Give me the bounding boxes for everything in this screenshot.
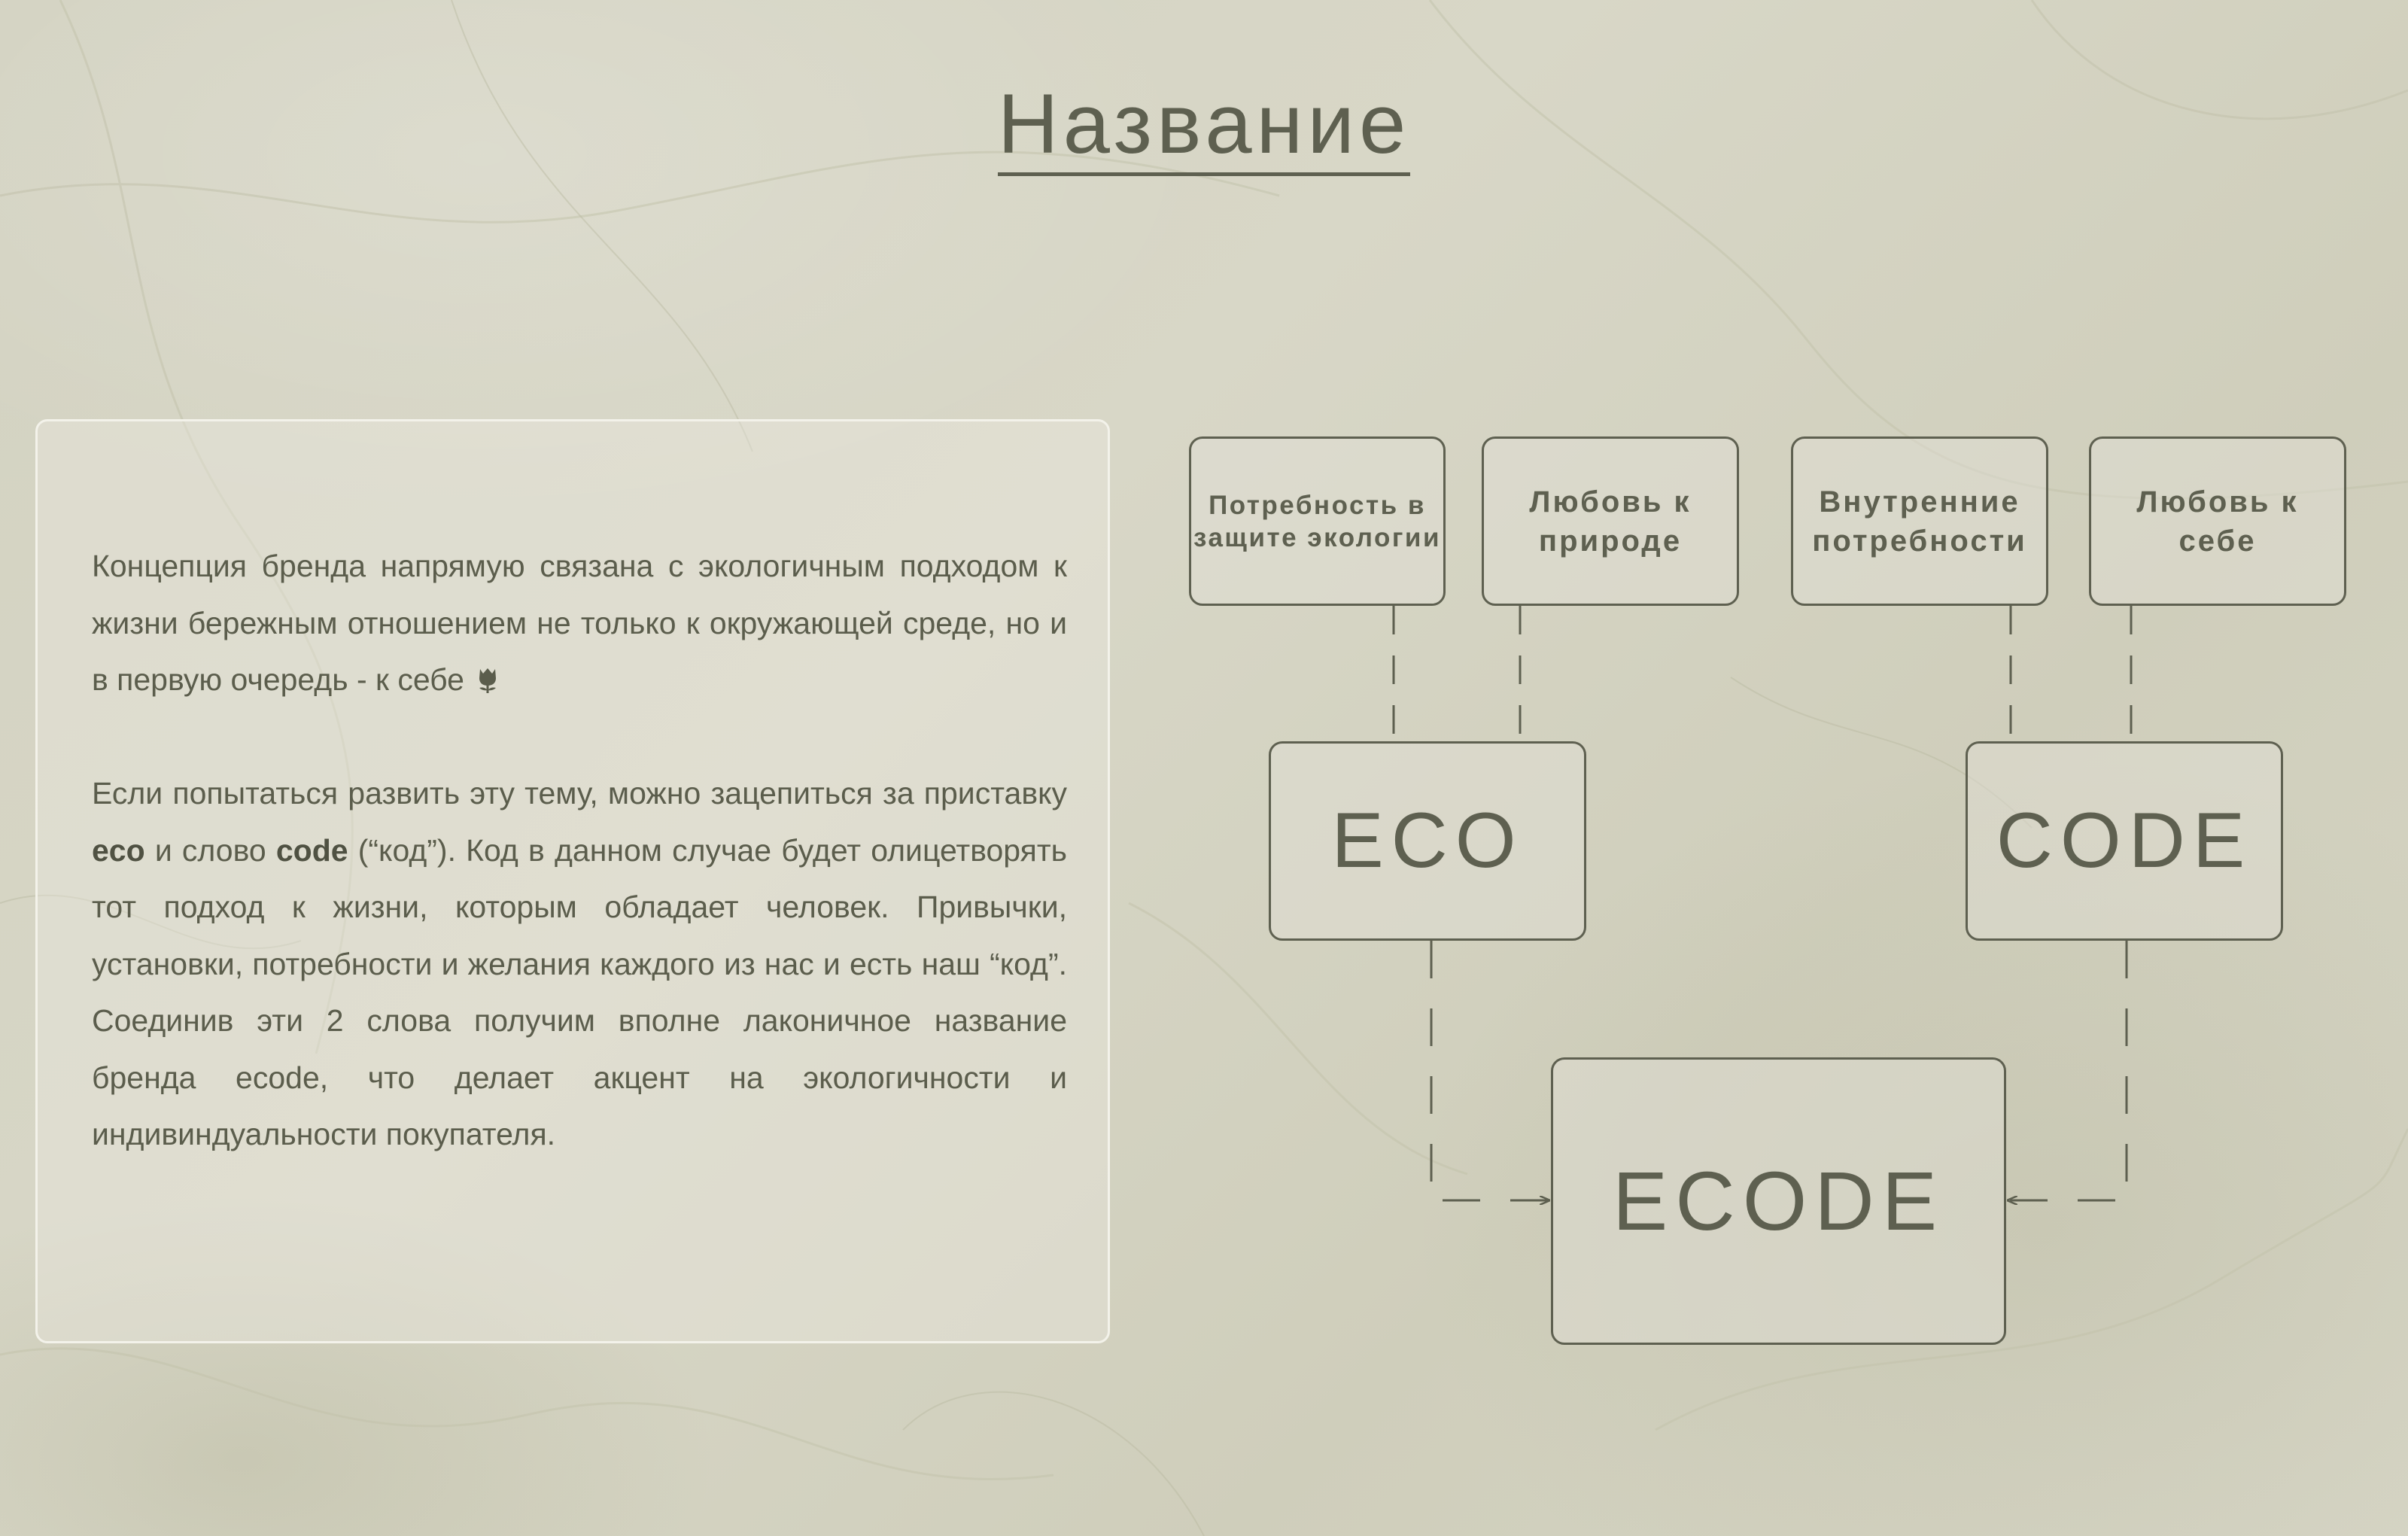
connector-eco-ecode (1431, 941, 1549, 1200)
box-code: CODE (1966, 741, 2283, 941)
box-love-self: Любовь к себе (2089, 436, 2346, 606)
description-paragraph-1: Концепция бренда напрямую связана с экологичным подходом к жизни бережным отношением не только к окружающей среде, но и в первую очередь - к себе (92, 549, 1067, 697)
code-keyword: code (275, 832, 348, 868)
box-love-nature: Любовь к природе (1482, 436, 1739, 606)
box-inner-needs: Внутренние потребности (1791, 436, 2048, 606)
connector-code-ecode (2008, 941, 2127, 1200)
eco-keyword: eco (92, 832, 145, 868)
box-eco: ECO (1269, 741, 1586, 941)
page-title: Название (0, 75, 2408, 172)
box-ecology-need: Потребность в защите экологии (1189, 436, 1446, 606)
description-paragraph-2: Если попытаться развить эту тему, можно зацепиться за приставку eco и слово code (“код”). Код в данном случае будет олицетворять тот подход к жизни, которым обладает человек. Привычки, установки, потребности и желания каждого из нас и есть наш “код”. Соединив эти 2 слова получим вполне лаконичное название бренда ecode, что делает акцент на экологичности и индивиндуальности покупателя. (92, 776, 1067, 1151)
box-ecode: ECODE (1551, 1057, 2006, 1345)
